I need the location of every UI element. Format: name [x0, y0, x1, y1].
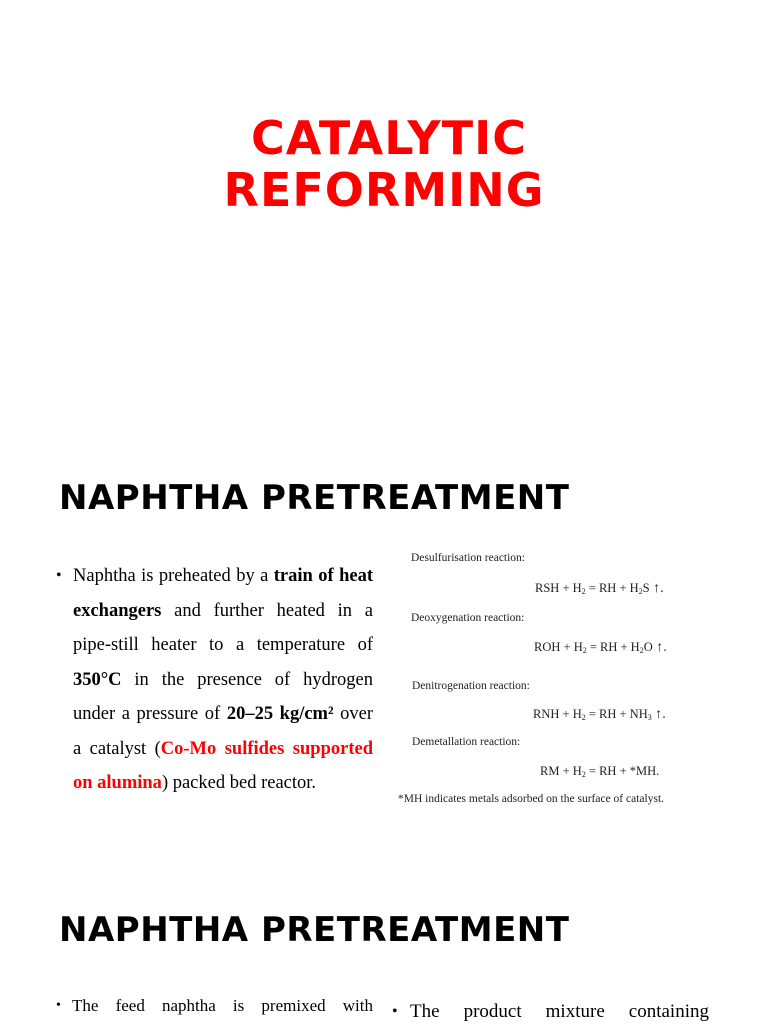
desulfurisation-equation: RSH + $H_2$ = RH + $H_2S$ ↑. — [535, 581, 664, 596]
deoxygenation-label: Deoxygenation reaction: — [411, 612, 525, 624]
para-text: in the presence of hydrogen under a pressure of — [73, 669, 373, 724]
reactions-figure — [398, 548, 688, 818]
up-arrow-icon: ↑. — [649, 581, 664, 596]
product-mixture-text: The product mixture containing — [410, 1001, 709, 1022]
title-line-2: REFORMING — [223, 163, 545, 217]
reactions-footnote: *MH indicates metals adsorbed on the surface of catalyst. — [398, 793, 665, 805]
bullet-dot-icon: • — [56, 567, 62, 584]
slide-title — [0, 112, 768, 216]
para-red-catalyst: Co-Mo sulfides supported on alumina — [73, 738, 373, 793]
pretreatment-paragraph — [56, 559, 373, 801]
demetallation-label: Demetallation reaction: — [412, 736, 521, 748]
denitrogenation-label: Denitrogenation reaction: — [412, 680, 530, 692]
feed-naphtha-text: The feed naphtha is premixed with — [72, 996, 373, 1015]
para-bold-heat-exchangers: train of heat exchangers — [73, 566, 373, 621]
para-text: over a catalyst ( — [73, 704, 373, 759]
para-bold-temperature: 350°C — [73, 669, 122, 690]
section-heading-2: NAPHTHA PRETREATMENT — [59, 910, 570, 950]
denitrogenation-equation: RNH + $H_2$ = RH + $NH_3$ ↑. — [533, 707, 666, 722]
pretreatment-bullet — [56, 559, 373, 801]
para-text: ) packed bed reactor. — [161, 773, 317, 793]
bullet-dot-icon: • — [56, 998, 61, 1013]
desulfurisation-label: Desulfurisation reaction: — [411, 552, 526, 564]
product-mixture-bullet — [392, 998, 709, 1026]
deoxygenation-equation: ROH + $H_2$ = RH + $H_2O$ ↑. — [534, 640, 667, 655]
section-heading-1: NAPHTHA PRETREATMENT — [59, 478, 570, 518]
para-text: and further heated in a pipe-still heater to a temperature of — [73, 600, 373, 655]
bullet-dot-icon: • — [392, 1003, 398, 1020]
feed-naphtha-bullet — [56, 992, 373, 1020]
para-bold-pressure: 20–25 kg/cm² — [226, 704, 334, 724]
up-arrow-icon: ↑. — [652, 640, 667, 655]
title-line-1: CATALYTIC — [251, 111, 527, 165]
demetallation-equation: RM + $H_2$ = RH + *MH. — [540, 764, 660, 779]
up-arrow-icon: ↑. — [651, 707, 666, 722]
para-text: Naphtha is preheated by a — [73, 566, 274, 586]
